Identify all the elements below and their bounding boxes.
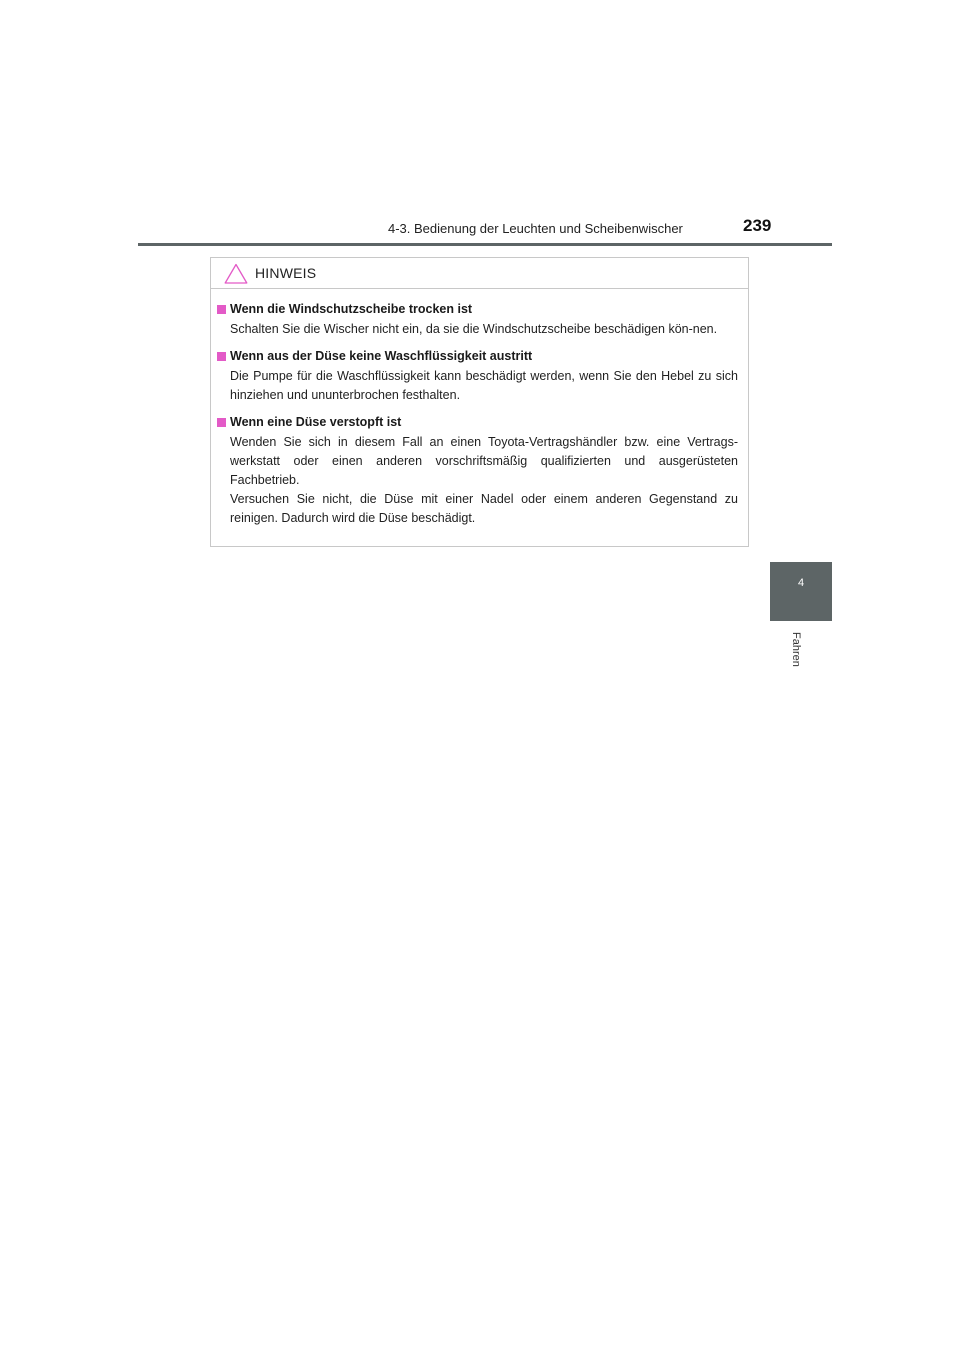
warning-triangle-icon: [224, 263, 248, 284]
page-number: 239: [743, 216, 772, 235]
item-heading: Wenn die Windschutzscheibe trocken ist: [230, 302, 473, 316]
section-title: 4-3. Bedienung der Leuchten und Scheibenwischer: [388, 221, 683, 236]
notice-item: [217, 300, 738, 339]
header-divider: [138, 243, 832, 246]
item-paragraph: Die Pumpe für die Waschflüssigkeit kann beschädigt werden, wenn Sie den Hebel zu sich hinziehen und ununterbrochen festhalten.: [230, 369, 738, 402]
square-bullet-icon: [217, 305, 226, 314]
notice-item: [217, 413, 738, 528]
chapter-label: Fahren: [790, 632, 802, 667]
square-bullet-icon: [217, 418, 226, 427]
item-paragraph: Wenden Sie sich in diesem Fall an einen Toyota-Vertragshändler bzw. eine Vertrags-werkstatt oder einen anderen vorschriftsmäßig qualifizierten und ausgerüsteten Fachbetrieb.: [230, 435, 738, 487]
item-heading: Wenn aus der Düse keine Waschflüssigkeit austritt: [230, 349, 533, 363]
notice-header: [211, 258, 748, 289]
square-bullet-icon: [217, 352, 226, 361]
notice-title: HINWEIS: [255, 265, 317, 281]
notice-item: [217, 347, 738, 405]
notice-body: [211, 289, 748, 528]
chapter-number: 4: [797, 577, 805, 589]
item-heading: Wenn eine Düse verstopft ist: [230, 415, 402, 429]
item-paragraph: Versuchen Sie nicht, die Düse mit einer Nadel oder einem anderen Gegenstand zu reinigen. Dadurch wird die Düse beschädigt.: [230, 492, 738, 525]
notice-box: [210, 257, 749, 547]
chapter-tab: [770, 562, 832, 621]
item-paragraph: Schalten Sie die Wischer nicht ein, da sie die Windschutzscheibe beschädigen kön-nen.: [230, 322, 718, 336]
